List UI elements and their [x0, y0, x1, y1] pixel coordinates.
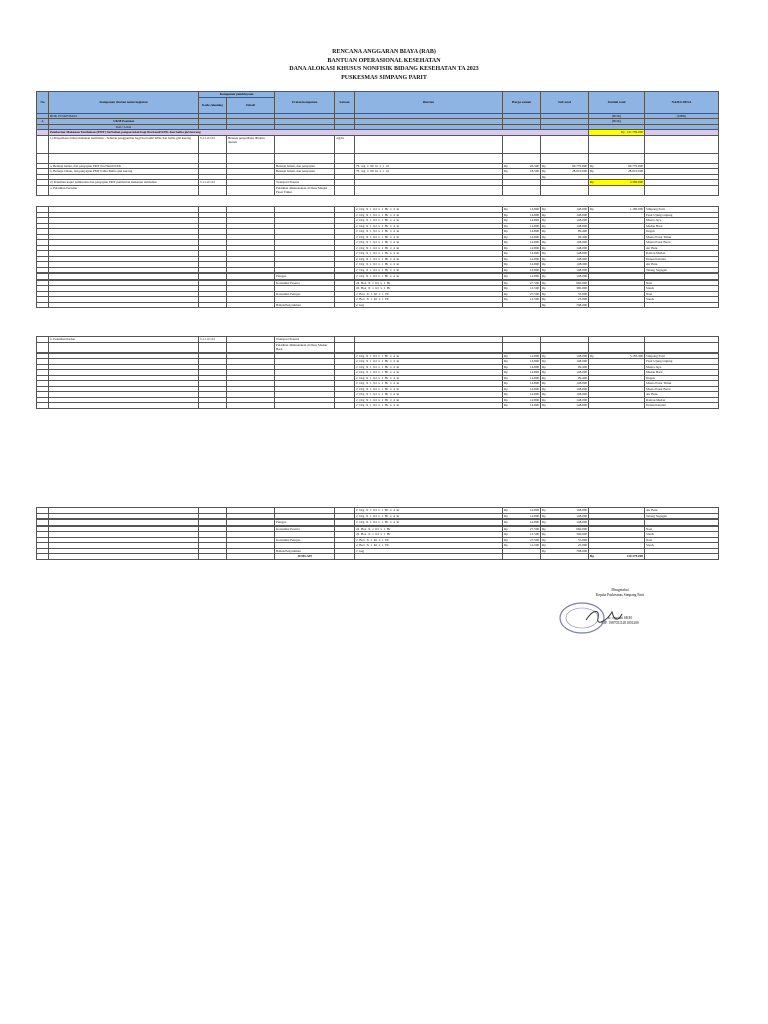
rincian-text: 76 org x 90 hr x 1 kl: [355, 169, 503, 175]
jumlah-cell: Rp 1.180.000: [590, 207, 643, 211]
desa-name: Dagoh: [645, 375, 719, 381]
desa-name: Muara Pasar Barat: [645, 240, 719, 246]
col-uraian: Uraian komponen: [275, 92, 335, 114]
desa-name: Air Batu: [645, 262, 719, 268]
satuan-text: org/hr: [335, 135, 355, 153]
rincian-text: 2 Org X 1 Kl x 1 Hr x 4 kt: [355, 403, 503, 409]
budget-table-section3: [36, 336, 719, 409]
subtotal-cell: Rp 99.770.000: [542, 163, 587, 168]
budget-table-section4: [36, 507, 719, 560]
desa-name: Talang Segegah: [645, 267, 719, 273]
rincian-text: 2 Org X 1 Kl x 1 Hr x 4 kt: [355, 229, 503, 235]
rincian-text: 2 Org X 1 Kl x 1 Hr x 4 kt: [355, 207, 503, 213]
col-komponen: Komponen rincian menu kegiatan: [49, 92, 199, 114]
table-cell: [589, 342, 645, 352]
summary-label: Pemberian Makanan Tambahan (PMT) berbahan pangan lokal bagi ibu hamil KEK dan balita gizi kurang: [49, 130, 589, 136]
harga-cell: Rp 14.800: [504, 386, 539, 391]
harga-cell: Rp 12.500: [504, 532, 539, 536]
table-cell: [49, 302, 199, 308]
table-row: [37, 302, 719, 308]
summary-total-value: 141.789.000: [626, 130, 643, 134]
table-cell: [645, 342, 719, 352]
summary-label: UKM Esensial: [49, 119, 199, 125]
summary-label: DAU Lokal: [49, 124, 199, 130]
subtotal-cell: Rp 25.000: [542, 297, 587, 301]
table-cell: [199, 302, 227, 308]
rincian-text: 2 Box X 1 Kl x 1 Hr: [355, 537, 503, 543]
subtotal-cell: Rp 148.000: [542, 274, 587, 278]
item-description: 2) Pelatihan kader pemberian dan penyajian PMT pemberian makanan tambahan: [49, 180, 199, 186]
harga-cell: Rp 14.800: [504, 207, 539, 211]
harga-cell: Rp 14.800: [504, 513, 539, 518]
harga-cell: Rp 14.800: [504, 397, 539, 402]
detail-text: Belanja penyediaan dibantu daerah: [227, 135, 275, 153]
table-cell: [49, 403, 199, 409]
table-header-row: [37, 92, 719, 98]
desa-name: Snack: [645, 543, 719, 549]
harga-cell: Rp 14.800: [504, 359, 539, 363]
table-cell: [335, 302, 355, 308]
harga-cell: Rp 14.800: [504, 370, 539, 374]
desa-name: Pasir Ujung tanjung: [645, 212, 719, 218]
subtotal-cell: Rp 99.400: [542, 364, 587, 369]
table-cell: [335, 342, 355, 352]
subtotal-cell: Rp 25.000: [542, 543, 587, 547]
subtotal-cell: Rp 148.000: [542, 207, 587, 211]
subtotal-cell: Rp 99.400: [542, 234, 587, 239]
item-line: b. Belanja bahan, dan penyajian PMT balita Balita gizi kurang: [49, 169, 199, 175]
subtotal-cell: Rp 300.000: [542, 532, 587, 536]
desa-name: Muara Pasar Timur: [645, 234, 719, 240]
subtotal-cell: Rp 148.000: [542, 397, 587, 402]
signature-nip: NIP. 19870311201001200: [601, 621, 639, 625]
subtotal-cell: Rp 660.000: [542, 280, 587, 285]
rincian-text: 2 Org X 1 Kl x 1 Hr x 4 kt: [355, 262, 503, 268]
uraian-text: Petugas: [275, 274, 335, 280]
jumlah-cell: Rp 5.185.400: [590, 353, 643, 358]
rincian-text: 2 Org X 1 Kl x 1 Hr x 4 kt: [355, 370, 503, 376]
harga-cell: Rp 14.800: [504, 262, 539, 266]
harga-cell: Rp 14.800: [504, 403, 539, 407]
rincian-text: 2 Box X 1 Kl x 1 Hr: [355, 543, 503, 549]
jumlah-cell: Rp 99.770.000: [590, 163, 643, 168]
desa-name: Muara Jaya: [645, 364, 719, 370]
col-harga: Harga satuan: [503, 92, 541, 114]
subtotal-cell: Rp 148.000: [542, 240, 587, 244]
subtotal-cell: Rp 99.400: [542, 375, 587, 380]
col-no: No: [37, 92, 49, 114]
table-cell: [227, 302, 275, 308]
subtotal-cell: Rp 148.000: [542, 267, 587, 272]
title-line-3: DANA ALOKASI KHUSUS NONFISIK BIDANG KESEHATAN TA 2023: [289, 66, 479, 73]
desa-name: Muara Jaya: [645, 218, 719, 224]
harga-cell: Rp 14.800: [504, 381, 539, 385]
subtotal-cell: Rp 148.000: [542, 251, 587, 255]
summary-code: (BOK): [589, 113, 645, 119]
rincian-text: 2 Org X 1 Kl x 1 Hr x 4 kt: [355, 218, 503, 224]
subtotal-cell: Rp 798.000: [542, 548, 587, 553]
budget-table-section2: [36, 206, 719, 308]
summary-label: BOK PUSKESMAS: [49, 113, 199, 119]
table-row: [37, 403, 719, 409]
desa-name: Snack: [645, 297, 719, 303]
rincian-text: 2 Org X 1 Kl x 1 Hr x 4 kt: [355, 267, 503, 273]
desa-name: Nasi: [645, 291, 719, 297]
rincian-text: 2 Org X 1 Kl x 1 Hr x 4 kt: [355, 386, 503, 392]
table-cell: [645, 302, 719, 308]
rincian-text: 2 Org X 1 Kl x 1 Hr x 4 kt: [355, 364, 503, 370]
table-cell: [589, 302, 645, 308]
table-cell: [227, 403, 275, 409]
subtotal-cell: Rp 28.019.000: [542, 169, 587, 173]
subtotal-cell: Rp 55.000: [542, 291, 587, 296]
rincian-text: 2 Org X 1 Kl x 1 Hr x 4 kt: [355, 508, 503, 514]
item-sub: b. Pelatihan Kedua: [49, 337, 199, 343]
harga-cell: Rp 14.800: [504, 520, 539, 524]
desa-name: Nasi: [645, 537, 719, 543]
rincian-text: 2 Box X 1 Kl x 1 Hr: [355, 297, 503, 303]
harga-cell: Rp 14.800: [504, 267, 539, 272]
subtotal-cell: Rp 148.000: [542, 386, 587, 391]
desa-name: Air Batu: [645, 392, 719, 398]
harga-cell: Rp 14.800: [504, 212, 539, 217]
rincian-text: 24 Box X 1 Kl x 1 Hr: [355, 280, 503, 286]
subtotal-cell: Rp 660.000: [542, 526, 587, 531]
table-cell: [199, 342, 227, 352]
subtotal-cell: Rp 148.000: [542, 370, 587, 374]
table-cell: [37, 554, 49, 560]
kode-rekening: 5.1.1.01.52: [199, 180, 227, 186]
jumlah-highlight: Rp 4.380.000: [590, 180, 643, 184]
subtotal-cell: Rp 148.000: [542, 392, 587, 396]
table-row: [37, 185, 719, 195]
harga-cell: Rp 14.800: [504, 375, 539, 380]
uraian-text: Bahan/Penyuluhan: [275, 548, 335, 554]
col-satuan: Satuan: [335, 92, 355, 114]
total-label: JUMLAH: [275, 554, 335, 560]
table-cell: [503, 342, 541, 352]
harga-cell: Rp 14.800: [504, 223, 539, 228]
harga-cell: Rp 14.800: [504, 256, 539, 261]
uraian-text: Transport Peserta: [275, 180, 335, 186]
harga-cell: Rp 27.500: [504, 280, 539, 285]
desa-name: Air Batu: [645, 245, 719, 251]
desa-name: Muara Pasar Barat: [645, 386, 719, 392]
col-jumlah: Jumlah total: [589, 92, 645, 114]
jumlah-cell: Rp 28.019.000: [590, 169, 643, 173]
rincian-text: 2 Org X 1 Kl x 1 Hr x 4 kt: [355, 375, 503, 381]
title-line-2: BANTUAN OPERASIONAL KESEHATAN: [327, 57, 441, 64]
uraian-text: Konsumsi Peserta: [275, 280, 335, 286]
rincian-text: 2 Org X 1 Kl x 1 Hr x 4 kt: [355, 245, 503, 251]
subtotal-cell: Rp 148.000: [542, 245, 587, 250]
harga-cell: Rp 14.800: [504, 234, 539, 239]
table-cell: [37, 342, 49, 352]
subtotal-cell: Rp 798.000: [542, 302, 587, 307]
subtotal-cell: Rp 148.000: [542, 508, 587, 512]
desa-name: Danau Ketulan: [645, 256, 719, 262]
subtotal-cell: Rp 300.000: [542, 286, 587, 290]
subtotal-cell: Rp 148.000: [542, 513, 587, 518]
uraian-text: Belanja bahan, dan penyajian: [275, 163, 335, 169]
col-kode-rekening: Kode rekening: [199, 97, 227, 113]
subtotal-cell: Rp 148.000: [542, 218, 587, 222]
uraian-text: Transport Peserta: [275, 337, 335, 343]
rincian-text: 2 Org X 1 Kl x 1 Hr x 4 kt: [355, 359, 503, 365]
desa-name: Air Batu: [645, 508, 719, 514]
desa-name: Danau Ketulan: [645, 403, 719, 409]
col-detail: Detail: [227, 97, 275, 113]
rincian-text: 24 Box X 1 Kl x 1 Hr: [355, 532, 503, 538]
harga-cell: Rp 14.800: [504, 245, 539, 250]
table-cell: [503, 554, 541, 560]
harga-cell: Rp 12.500: [504, 297, 539, 301]
table-cell: [37, 302, 49, 308]
rincian-text: 2 Org X 1 Kl x 1 Hr x 4 kt: [355, 381, 503, 387]
subtotal-cell: Rp 148.000: [542, 353, 587, 358]
table-cell: [199, 554, 227, 560]
subtotal-cell: Rp 55.000: [542, 537, 587, 542]
table-cell: [49, 342, 199, 352]
subtotal-cell: Rp 148.000: [542, 403, 587, 407]
desa-name: Pasir Ujung tanjung: [645, 359, 719, 365]
col-desa: NAMA DESA: [645, 92, 719, 114]
desa-name: Snack: [645, 286, 719, 292]
item-description: 1) Penyediaan bahan makanan tambahan - Sebutan penggantian bagi ibu hamil KEK dan balita gizi kurang: [49, 135, 199, 153]
subtotal-cell: Rp 99.400: [542, 229, 587, 233]
harga-cell: Rp 27.500: [504, 291, 539, 296]
harga-cell: Rp 26.300: [504, 163, 539, 168]
table-cell: [355, 554, 503, 560]
desa-name: Nasi: [645, 280, 719, 286]
rincian-text: 2 Org X 1 Kl x 1 Hr x 4 kt: [355, 240, 503, 246]
uraian-text: Bahan/Penyuluhan: [275, 302, 335, 308]
rincian-text: 2 Org X 1 Kl x 1 Hr x 4 kt: [355, 353, 503, 359]
uraian-text: Petugas: [275, 520, 335, 526]
subtotal-cell: Rp 148.000: [542, 520, 587, 524]
rincian-text: 76 org x 90 hr x 1 kl: [355, 163, 503, 169]
uraian-text: Konsumsi Petugas: [275, 537, 335, 543]
rincian-text: 2 Org X 1 Kl x 1 Hr x 4 kt: [355, 251, 503, 257]
harga-cell: Rp 27.500: [504, 537, 539, 542]
item-line: a. Belanja bahan, dan penyajian PMT ibu Hamil KEK: [49, 163, 199, 169]
rincian-text: 24 Box X 1 Kl x 1 Hr: [355, 286, 503, 292]
subtotal-cell: Rp 148.000: [542, 359, 587, 363]
rincian-text: 2 Org X 1 Kl x 1 Hr x 4 kt: [355, 212, 503, 218]
table-cell: [355, 342, 503, 352]
desa-name: Snack: [645, 532, 719, 538]
subtotal-cell: Rp 148.000: [542, 212, 587, 217]
title-line-1: RENCANA ANGGARAN BIAYA (RAB): [332, 49, 436, 55]
harga-cell: Rp 14.800: [504, 508, 539, 512]
subtotal-cell: Rp 148.000: [542, 262, 587, 266]
rincian-text: 2 Org X 1 Kl x 1 Hr x 4 kt: [355, 256, 503, 262]
subtotal-cell: Rp 148.000: [542, 256, 587, 261]
kode-rekening: 5.1.1.01.52: [199, 337, 227, 343]
document-title: [0, 48, 768, 82]
desa-name: Talang Segegah: [645, 513, 719, 519]
harga-cell: Rp 14.800: [504, 274, 539, 278]
title-line-4: PUSKESMAS SIMPANG PARIT: [341, 74, 427, 81]
harga-cell: Rp 14.800: [504, 229, 539, 233]
harga-cell: Rp 12.500: [504, 286, 539, 290]
col-rincian: Rincian: [355, 92, 503, 114]
col-subtotal: Sub total: [541, 92, 589, 114]
harga-cell: Rp 14.800: [504, 218, 539, 222]
table-cell: [227, 342, 275, 352]
rincian-text: 2 keg: [355, 302, 503, 308]
grand-total: Rp 149.378.000: [590, 554, 643, 558]
rincian-text: 2 Org X 1 Kl x 1 Hr x 4 kt: [355, 397, 503, 403]
summary-code: (BOK): [589, 119, 645, 125]
rincian-text: 2 keg: [355, 548, 503, 554]
rincian-text: 2 Org X 1 Kl x 1 Hr x 4 kt: [355, 274, 503, 280]
harga-cell: Rp 27.500: [504, 526, 539, 531]
table-cell: [37, 403, 49, 409]
desa-name: Simpang Parit: [645, 353, 719, 359]
table-cell: [49, 554, 199, 560]
desa-name: Rantau Medan: [645, 251, 719, 257]
desa-name: Rantau Medan: [645, 397, 719, 403]
rincian-text: 2 Org X 1 Kl x 1 Hr x 4 kt: [355, 392, 503, 398]
uraian-text: Konsumsi Peserta: [275, 526, 335, 532]
uraian-text: Pelatihan dilaksanakan di Desa Medan Baru: [275, 342, 335, 352]
harga-cell: Rp 14.800: [504, 251, 539, 255]
table-row: [37, 554, 719, 560]
subtotal-cell: Rp 148.000: [542, 381, 587, 385]
kode-rekening: 5.1.1.01.52: [199, 135, 227, 153]
table-row: [37, 342, 719, 352]
harga-cell: Rp 14.800: [504, 364, 539, 369]
rincian-text: 2 Org X 1 Kl x 1 Hr x 4 kt: [355, 223, 503, 229]
desa-name: Medan Baru: [645, 370, 719, 376]
signature-line-2: Kepala Puskesmas Simpang Parit: [595, 593, 645, 597]
subtotal-cell: Rp 148.000: [542, 223, 587, 228]
table-cell: [335, 403, 355, 409]
rincian-text: 2 Org X 1 Kl x 1 Hr x 4 kt: [355, 520, 503, 526]
summary-no: A: [37, 119, 49, 125]
rincian-text: 24 Box X 1 Kl x 1 Hr: [355, 526, 503, 532]
harga-cell: Rp 14.800: [504, 392, 539, 396]
summary-code: (MBR): [645, 113, 719, 119]
rincian-text: 2 Box X 1 Kl x 1 Hr: [355, 291, 503, 297]
table-row: Rp: [37, 174, 719, 180]
jumlah-cell: [589, 403, 645, 409]
desa-name: Simpang Parit: [645, 207, 719, 213]
col-komponen-pembiayaan: Komponen pembiayaan: [199, 92, 275, 98]
signature-name: Ir. Apriani SKM: [608, 616, 632, 620]
signature-line-1: Mengetahui: [611, 588, 629, 592]
uraian-text: Pelatihan dilaksanakan di Desa Masjid Pasar Timur: [275, 185, 335, 195]
official-stamp: [556, 600, 624, 636]
table-cell: [541, 342, 589, 352]
table-cell: [541, 554, 589, 560]
rincian-text: 2 Org X 1 Kl x 1 Hr x 4 kt: [355, 513, 503, 519]
desa-name: Muara Pasar Timur: [645, 381, 719, 387]
table-cell: [503, 302, 541, 308]
table-row: [37, 153, 719, 163]
table-cell: [275, 403, 335, 409]
desa-name: Medan Baru: [645, 223, 719, 229]
summary-total: Rp 141.789.000: [589, 130, 645, 136]
desa-name: Nasi: [645, 526, 719, 532]
harga-cell: Rp 14.800: [504, 240, 539, 244]
rincian-text: 2 Org X 1 Kl x 1 Hr x 4 kt: [355, 234, 503, 240]
table-cell: [335, 554, 355, 560]
uraian-text: Konsumsi Petugas: [275, 291, 335, 297]
harga-cell: Rp 18.500: [504, 169, 539, 173]
table-cell: [227, 554, 275, 560]
table-row: [37, 135, 719, 153]
table-cell: [199, 403, 227, 409]
harga-cell: Rp 14.800: [504, 353, 539, 358]
desa-name: Dagoh: [645, 229, 719, 235]
budget-table: [36, 91, 719, 196]
table-cell: [645, 554, 719, 560]
item-sub: a. Pelatihan Pertama: [49, 185, 199, 195]
uraian-text: Belanja bahan, dan penyajian: [275, 169, 335, 175]
harga-cell: Rp 12.500: [504, 543, 539, 547]
